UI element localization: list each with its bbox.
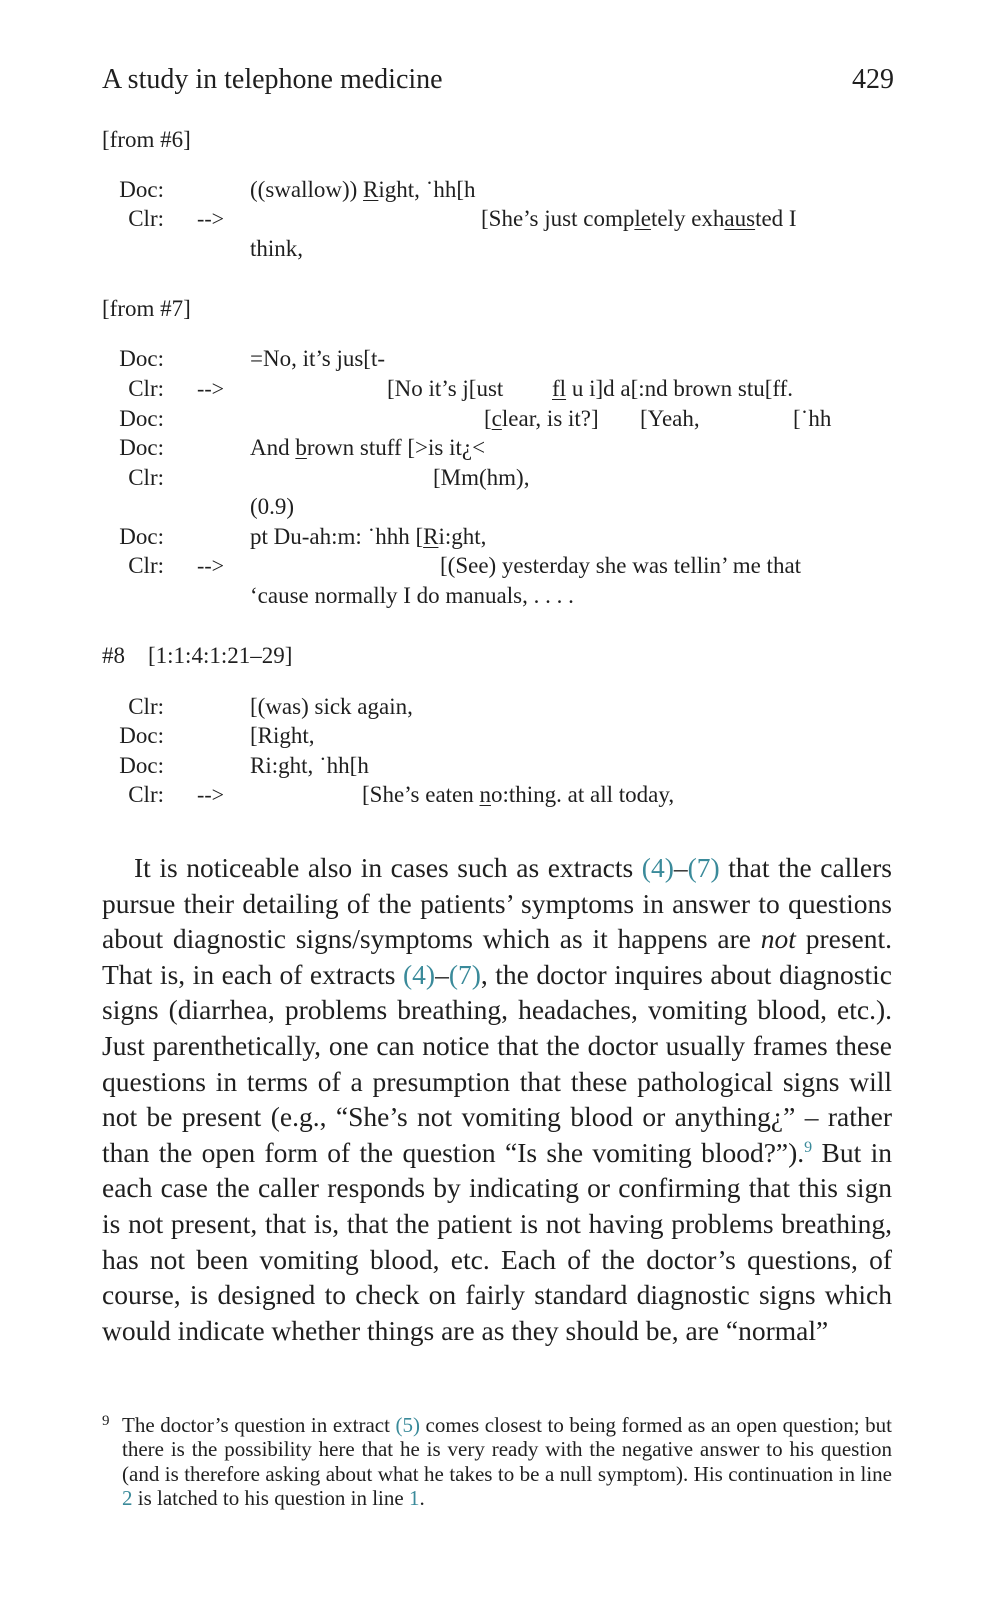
utterance-segment: Ri:ght, ˙hh[h (250, 753, 369, 778)
utterance-segment: ‘cause normally I do manuals, . . . . (250, 583, 574, 608)
utterance-segment: u i]d a[:nd brown stu[ff. (566, 376, 794, 401)
utterance (250, 234, 303, 264)
utterance (250, 751, 369, 781)
transcript-label-from6: [from #6] (102, 127, 191, 152)
extract-link[interactable]: (7) (448, 958, 481, 990)
extract-link[interactable]: (4) (641, 852, 674, 883)
extract-link[interactable]: (4) (402, 958, 436, 990)
utterance-segment: i:ght, (438, 524, 487, 549)
utterance-segment: ted I (755, 206, 797, 231)
speaker-label: Doc: (119, 435, 164, 460)
speaker-label: Doc: (119, 723, 164, 748)
transcript-label-ex8: #8 [1:1:4:1:21–29] (102, 643, 293, 668)
target-arrow: --> (197, 206, 225, 231)
footnote-reference[interactable]: 9 (804, 1138, 813, 1156)
stressed-segment: aus (724, 206, 756, 231)
body-text-segment: present. That is, in each of extracts (102, 923, 892, 990)
body-text-segment: It is noticeable also in cases such as extracts (134, 852, 642, 883)
utterance-segment: [No it’s j[ust (387, 376, 504, 401)
target-arrow: --> (197, 376, 225, 401)
stressed-segment: R (423, 524, 439, 549)
speaker-label: Doc: (119, 524, 164, 549)
utterance (250, 692, 413, 722)
speaker-label: Doc: (119, 177, 164, 202)
utterance (250, 344, 385, 374)
footnote-text (122, 1413, 892, 1510)
utterance (552, 374, 793, 404)
utterance-segment: o:thing. at all today, (491, 782, 675, 807)
utterance (433, 463, 529, 493)
stressed-segment: le (634, 206, 651, 231)
utterance-segment: rown stuff [>is it¿< (306, 435, 486, 460)
footnote (102, 1413, 892, 1510)
body-paragraph (102, 850, 892, 1348)
speaker-label: Doc: (119, 753, 164, 778)
utterance-segment: tely exh (650, 206, 725, 231)
footnote-text-segment: comes closest to being formed as an open question; but there is the possibility here that he is very ready with the negative answer to his question (and is therefore asking about what he takes to be a null symptom). His continuation in line (122, 1413, 892, 1486)
transcript-label-from7: [from #7] (102, 296, 191, 321)
utterance-segment: [She’s just comp (481, 206, 635, 231)
footnote-marker: 9 (102, 1413, 110, 1429)
speaker-label: Doc: (119, 406, 164, 431)
stressed-segment: fl (552, 376, 567, 401)
utterance-segment: [Right, (250, 723, 315, 748)
speaker-label: Clr: (128, 553, 164, 578)
stressed-segment: R (363, 177, 379, 202)
utterance-segment: [She’s eaten (362, 782, 480, 807)
body-text-segment: , the doctor inquires about diagnostic signs (diarrhea, problems breathing, headaches, vomiting blood, etc.). Just parenthetically, one can notice that the doctor usually frames these questions in terms of a presumption that these pathological signs will not be present (e.g., “She’s not vomiting blood or anything¿” – rather than the open form of the question “Is she vomiting blood?”). (102, 958, 892, 1168)
utterance (250, 721, 315, 751)
utterance-segment: lear, is it?] (501, 406, 599, 431)
utterance-segment: think, (250, 236, 304, 261)
line-link[interactable]: 2 (122, 1485, 133, 1510)
utterance (250, 581, 574, 611)
footnote-text-segment: . (419, 1485, 425, 1510)
utterance-segment: And (250, 435, 296, 460)
utterance-segment: [Yeah, (640, 406, 700, 431)
page-number: 429 (852, 64, 894, 95)
utterance (250, 433, 485, 463)
utterance (250, 522, 486, 552)
speaker-label: Clr: (128, 782, 164, 807)
utterance-segment: [ (484, 406, 492, 431)
target-arrow: --> (197, 782, 225, 807)
footnote-text-segment: is latched to his question in line (132, 1485, 409, 1510)
utterance-segment: ight, ˙hh[h (378, 177, 476, 202)
utterance (481, 204, 797, 234)
utterance-segment: (0.9) (250, 494, 295, 519)
stressed-segment: n (479, 782, 492, 807)
utterance (387, 374, 503, 404)
extract-link[interactable]: (5) (395, 1413, 420, 1437)
running-header (102, 64, 894, 104)
utterance-segment: [(was) sick again, (250, 694, 413, 719)
utterance-segment: =No, it’s jus[t- (250, 346, 386, 371)
body-text-segment: – (435, 958, 449, 990)
utterance-segment: [Mm(hm), (433, 465, 530, 490)
utterance (640, 404, 700, 434)
speaker-label: Clr: (128, 465, 164, 490)
utterance-segment: ((swallow)) (250, 177, 364, 202)
line-link[interactable]: 1 (408, 1485, 420, 1510)
utterance (250, 175, 476, 205)
target-arrow: --> (197, 553, 225, 578)
stressed-segment: c (491, 406, 502, 431)
running-title: A study in telephone medicine (102, 64, 443, 95)
utterance (250, 492, 294, 522)
utterance-segment: [(See) yesterday she was tellin’ me that (440, 553, 802, 578)
speaker-label: Clr: (128, 376, 164, 401)
stressed-segment: b (295, 435, 307, 460)
speaker-label: Clr: (128, 694, 164, 719)
utterance-segment: pt Du-ah:m: ˙hhh [ (250, 524, 424, 549)
body-text-segment: that the callers pursue their detailing of the patients’ symptoms in answer to questions about diagnostic signs/symptoms which as it happens are (102, 852, 893, 955)
utterance (793, 404, 831, 434)
extract-link[interactable]: (7) (687, 852, 720, 883)
speaker-label: Clr: (128, 206, 164, 231)
utterance (362, 780, 674, 810)
utterance-segment: [˙hh (793, 406, 832, 431)
utterance (484, 404, 599, 434)
emphasis-not: not (760, 923, 796, 955)
footnote-text-segment: The doctor’s question in extract (122, 1413, 396, 1437)
speaker-label: Doc: (119, 346, 164, 371)
body-text-segment: But in each case the caller responds by indicating or confirming that this sign is not present, that is, that the patient is not having problems breathing, has not been vomiting blood, etc. Each of the doctor’s questions, of course, is designed to check on fairly standard diagnostic signs which would indicate whether things are as they should be, are “normal” (102, 1136, 892, 1346)
utterance (440, 551, 801, 581)
body-text-segment: – (673, 852, 688, 883)
